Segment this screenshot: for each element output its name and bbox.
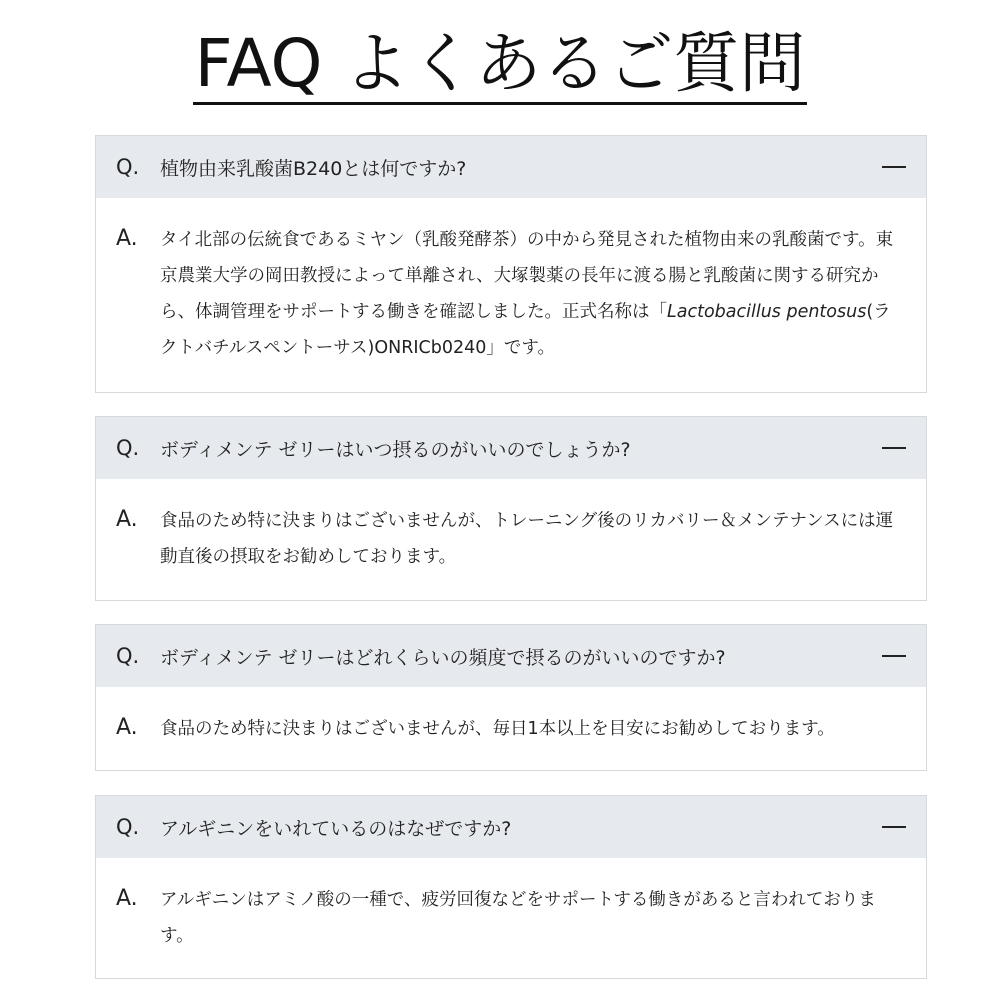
question-marker: Q.	[116, 155, 140, 179]
answer-scientific-name: Lactobacillus pentosus	[666, 302, 867, 322]
faq-item	[95, 624, 927, 771]
question-marker: Q.	[116, 436, 140, 460]
answer-text-prefix: タイ北部の伝統食であるミヤン（乳酸発酵茶）の中から発見された植物由来の乳酸菌です。東京農業大学の岡田教授によって単離され、大塚製薬の長年に渡る腸と乳酸菌に関する研究から、体調管理をサポートする働きを確認しました。正式名称は「	[160, 230, 894, 322]
faq-answer	[96, 687, 926, 767]
question-text: 植物由来乳酸菌B240とは何ですか?	[160, 157, 467, 180]
answer-marker: A.	[116, 886, 138, 911]
answer-marker: A.	[116, 715, 138, 740]
answer-text: 食品のため特に決まりはございませんが、トレーニング後のリカバリー＆メンテナンスには運動直後の摂取をお勧めしております。	[160, 511, 894, 567]
faq-item	[95, 135, 927, 393]
question-marker: Q.	[116, 644, 140, 668]
faq-answer	[96, 858, 926, 974]
faq-question-header[interactable]	[96, 417, 926, 479]
faq-question-header[interactable]	[96, 796, 926, 858]
minus-icon[interactable]	[882, 644, 906, 668]
faq-question-header[interactable]	[96, 136, 926, 198]
minus-icon[interactable]	[882, 815, 906, 839]
minus-icon[interactable]	[882, 155, 906, 179]
page-title-text: FAQ よくあるご質問	[193, 26, 808, 105]
question-text: ボディメンテ ゼリーはいつ摂るのがいいのでしょうか?	[160, 438, 631, 461]
minus-icon[interactable]	[882, 436, 906, 460]
question-text: アルギニンをいれているのはなぜですか?	[160, 817, 512, 840]
faq-answer	[96, 479, 926, 595]
answer-marker: A.	[116, 226, 138, 251]
answer-marker: A.	[116, 507, 138, 532]
page-title	[0, 22, 1000, 106]
answer-text: アルギニンはアミノ酸の一種で、疲労回復などをサポートする働きがあると言われております。	[160, 890, 876, 946]
question-marker: Q.	[116, 815, 140, 839]
question-text: ボディメンテ ゼリーはどれくらいの頻度で摂るのがいいのですか?	[160, 646, 726, 669]
faq-question-header[interactable]	[96, 625, 926, 687]
faq-item	[95, 416, 927, 601]
faq-item	[95, 795, 927, 979]
answer-text-suffix: (ラクトバチルスペントーサス)ONRICb0240」です。	[160, 302, 891, 358]
answer-text	[160, 222, 906, 366]
faq-answer	[96, 198, 926, 386]
answer-text: 食品のため特に決まりはございませんが、毎日1本以上を目安にお勧めしております。	[160, 719, 835, 739]
